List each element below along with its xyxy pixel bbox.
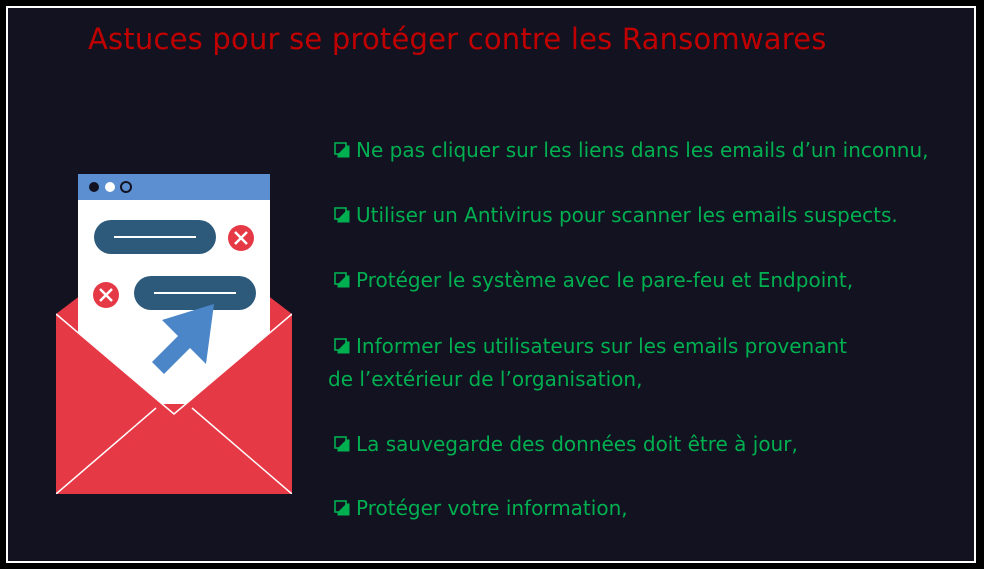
list-item <box>330 264 853 297</box>
tip-text: Utiliser un Antivirus pour scanner les emails suspects. <box>356 203 898 227</box>
tip-text: La sauvegarde des données doit être à jour, <box>356 432 798 456</box>
tip-text: Protéger votre information, <box>356 496 628 520</box>
email-illustration <box>56 164 292 494</box>
slide <box>6 6 976 563</box>
tip-text: Informer les utilisateurs sur les emails provenant <box>356 334 847 358</box>
checkbox-icon <box>334 500 350 516</box>
checkbox-icon <box>334 436 350 452</box>
list-item <box>330 199 898 232</box>
close-icon <box>228 225 254 251</box>
checkbox-icon <box>334 338 350 354</box>
checkbox-icon <box>334 272 350 288</box>
tip-text: Ne pas cliquer sur les liens dans les emails d’un inconnu, <box>356 138 929 162</box>
list-item <box>330 134 929 167</box>
list-item <box>330 330 847 396</box>
slide-title: Astuces pour se protéger contre les Ransomwares <box>88 22 827 56</box>
tip-text-continued: de l’extérieur de l’organisation, <box>328 367 643 391</box>
checkbox-icon <box>334 142 350 158</box>
tip-text: Protéger le système avec le pare-feu et Endpoint, <box>356 268 854 292</box>
close-icon <box>93 282 119 308</box>
list-item <box>330 428 798 461</box>
checkbox-icon <box>334 207 350 223</box>
list-item <box>330 492 628 525</box>
